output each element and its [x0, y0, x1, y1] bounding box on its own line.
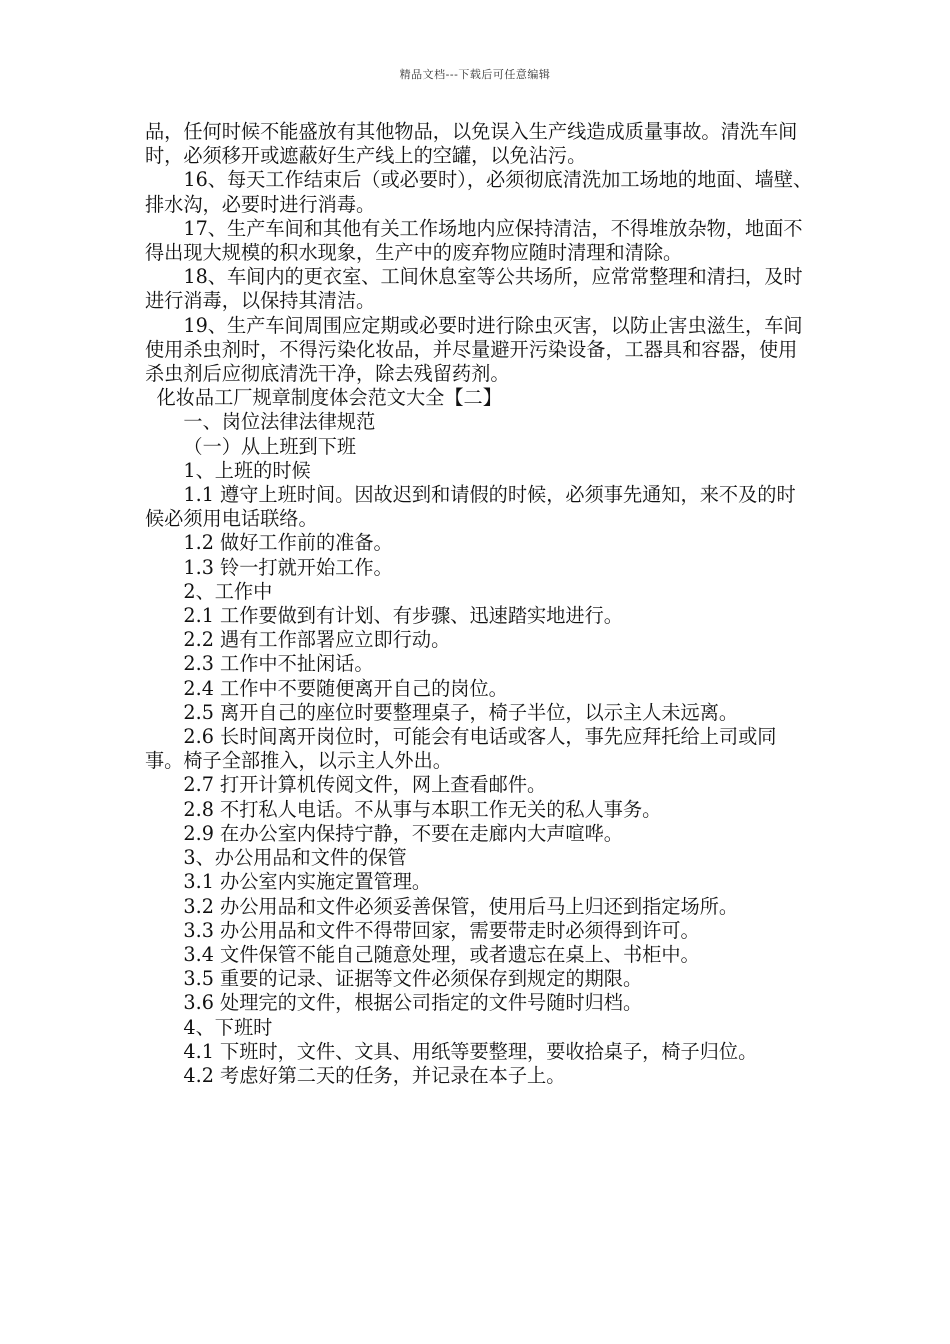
- paragraph: （一）从上班到下班: [183, 434, 357, 458]
- paragraph: 2.6 长时间离开岗位时，可能会有电话或客人，事先应拜托给上司或同事。椅子全部推入，以示主人外出。: [145, 725, 777, 773]
- paragraph: 4、下班时: [183, 1015, 273, 1039]
- section-title: 化妆品工厂规章制度体会范文大全【二】: [156, 386, 502, 410]
- paragraph: 2、工作中: [183, 579, 273, 603]
- paragraph: 2.3 工作中不扯闲话。: [183, 652, 374, 676]
- paragraph: 17、生产车间和其他有关工作场地内应保持清洁，不得堆放杂物，地面不得出现大规模的积水现象，生产中的废弃物应随时清理和清除。: [145, 216, 803, 265]
- paragraph: 3.5 重要的记录、证据等文件必须保存到规定的期限。: [183, 967, 643, 991]
- paragraph: 3、办公用品和文件的保管: [183, 846, 407, 870]
- paragraph: 3.6 处理完的文件，根据公司指定的文件号随时归档。: [183, 991, 643, 1015]
- paragraph: 19、生产车间周围应定期或必要时进行除虫灭害，以防止害虫滋生，车间使用杀虫剂时，不得污染化妆品，并尽量避开污染设备，工器具和容器，使用杀虫剂后应彻底清洗干净，除去残留药剂。: [145, 313, 803, 386]
- paragraph: 1.1 遵守上班时间。因故迟到和请假的时候，必须事先通知，来不及的时候必须用电话联络。: [145, 483, 796, 531]
- paragraph: 2.1 工作要做到有计划、有步骤、迅速踏实地进行。: [183, 604, 623, 628]
- document-body: [145, 120, 813, 1088]
- paragraph: 2.8 不打私人电话。不从事与本职工作无关的私人事务。: [183, 797, 662, 821]
- paragraph: 2.7 打开计算机传阅文件，网上查看邮件。: [183, 773, 547, 797]
- paragraph: 3.1 办公室内实施定置管理。: [183, 870, 432, 894]
- paragraph: 2.5 离开自己的座位时要整理桌子，椅子半位，以示主人未远离。: [183, 700, 739, 724]
- page-header: 精品文档---下载后可任意编辑: [399, 68, 551, 81]
- paragraph: 4.2 考虑好第二天的任务，并记录在本子上。: [183, 1063, 566, 1087]
- paragraph: 3.3 办公用品和文件不得带回家，需要带走时必须得到许可。: [183, 918, 700, 942]
- paragraph: 4.1 下班时，文件、文具、用纸等要整理，要收拾桌子，椅子归位。: [183, 1039, 758, 1063]
- paragraph: 2.4 工作中不要随便离开自己的岗位。: [183, 676, 508, 700]
- paragraph: 1.2 做好工作前的准备。: [183, 531, 393, 555]
- paragraph: 2.9 在办公室内保持宁静，不要在走廊内大声喧哗。: [183, 821, 623, 845]
- paragraph: 18、车间内的更衣室、工间休息室等公共场所，应常常整理和清扫，及时进行消毒，以保持其清洁。: [145, 265, 803, 313]
- paragraph: 1、上班的时候: [183, 458, 311, 482]
- paragraph: 16、每天工作结束后（或必要时），必须彻底清洗加工场地的地面、墙壁、排水沟，必要时进行消毒。: [145, 168, 813, 216]
- paragraph: 3.4 文件保管不能自己随意处理，或者遗忘在桌上、书柜中。: [183, 942, 700, 966]
- paragraph: 一、岗位法律法律规范: [183, 410, 376, 434]
- paragraph: 2.2 遇有工作部署应立即行动。: [183, 628, 451, 652]
- paragraph: 1.3 铃一打就开始工作。: [183, 555, 393, 579]
- paragraph: 3.2 办公用品和文件必须妥善保管，使用后马上归还到指定场所。: [183, 894, 739, 918]
- paragraph: 品，任何时候不能盛放有其他物品，以免误入生产线造成质量事故。清洗车间时，必须移开或遮蔽好生产线上的空罐，以免沾污。: [145, 120, 798, 168]
